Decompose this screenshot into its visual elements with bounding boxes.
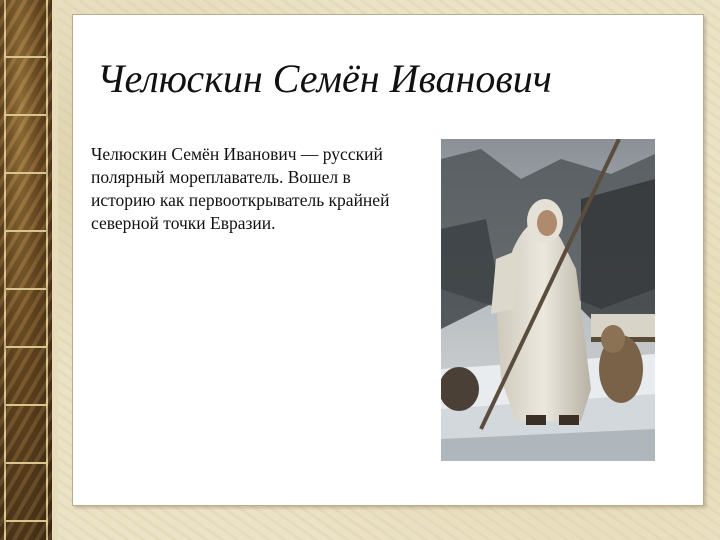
portrait-painting [441, 139, 655, 461]
slide-card [72, 14, 704, 506]
side-border-line [46, 0, 48, 540]
slide-body-text: Челюскин Семён Иванович — русский полярный мореплаватель. Вошел в историю как первооткрыватель крайней северной точки Евразии. [91, 144, 390, 233]
slide-title: Челюскин Семён Иванович [97, 56, 552, 101]
decorative-side-panel [0, 0, 52, 540]
panel-edge [52, 0, 58, 540]
side-ornament [6, 0, 46, 540]
